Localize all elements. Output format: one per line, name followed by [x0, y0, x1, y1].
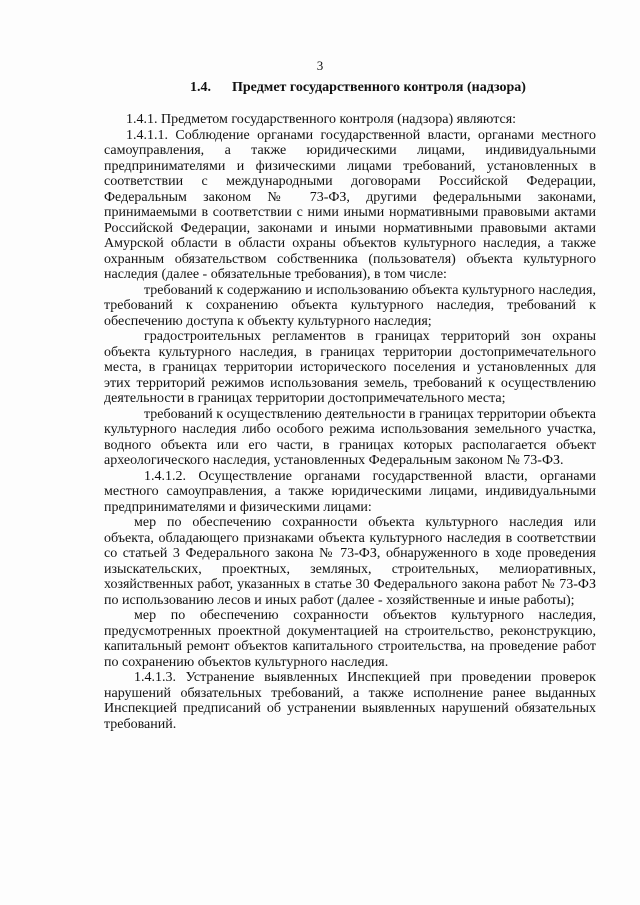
paragraph-activity-requirements: требований к осуществлению деятельности в границах территории объекта культурного наследия либо особого режима использования земельного участка, водного объекта или его части, в границах которых располагается объект археологического наследия, установленных Федеральным законом № 73-ФЗ.: [104, 406, 596, 468]
paragraph-urban-planning: градостроительных регламентов в границах территорий зон охраны объекта культурного наследия, в границах территории достопримечательного места, в границах территории исторического поселения и установленных для этих территорий режимов использования земель, требований к осуществлению деятельности в границах территории достопримечательного места;: [104, 329, 596, 406]
section-number: 1.4.: [190, 80, 211, 95]
paragraph-preservation-measures: мер по обеспечению сохранности объекта культурного наследия или объекта, обладающего признаками объекта культурного наследия в соответствии со статьей 3 Федерального закона № 73-ФЗ, обнаруженного в ходе проведения изыскательских, проектных, земляных, строительных, мелиоративных, хозяйственных работ, указанных в статье 30 Федерального закона работ № 73-ФЗ по использованию лесов и иных работ (далее - хозяйственные и иные работы);: [104, 515, 596, 608]
paragraph-1-4-1: 1.4.1. Предметом государственного контроля (надзора) являются:: [126, 112, 517, 127]
paragraph-requirements-content: требований к содержанию и использованию объекта культурного наследия, требований к сохранению объекта культурного наследия, требований к обеспечению доступа к объекту культурного наследия;: [104, 282, 596, 329]
section-title: Предмет государственного контроля (надзора): [232, 80, 526, 95]
paragraph-1-4-1-3: 1.4.1.3. Устранение выявленных Инспекцией при проведении проверок нарушений обязательных требований, а также исполнение ранее выданных Инспекцией предписаний об устранении выявленных нарушений обязательных требований.: [104, 670, 596, 732]
page-number: 3: [316, 58, 324, 73]
paragraph-project-measures: мер по обеспечению сохранности объектов культурного наследия, предусмотренных проектной документацией на строительство, реконструкцию, капитальный ремонт объектов капитального строительства, на проведение работ по сохранению объектов культурного наследия.: [104, 608, 596, 670]
paragraph-1-4-1-1: 1.4.1.1. Соблюдение органами государственной власти, органами местного самоуправления, а также юридическими лицами, индивидуальными предпринимателями и физическими лицами требований, установленных в соответствии с международными договорами Российской Федерации, Федеральным законом № 73-ФЗ, другими федеральными законами, принимаемыми в соответствии с ними иными нормативными правовыми актами Российской Федерации, законами и иными нормативными правовыми актами Амурской области в области охраны объектов культурного наследия, а также охранным обязательством собственника (пользователя) объекта культурного наследия (далее - обязательные требования), в том числе:: [104, 127, 596, 282]
body-text: [104, 112, 596, 732]
paragraph-1-4-1-2: 1.4.1.2. Осуществление органами государственной власти, органами местного самоуправления, а также юридическими лицами, индивидуальными предпринимателями и физическими лицами:: [104, 468, 596, 515]
section-heading: [190, 80, 610, 96]
